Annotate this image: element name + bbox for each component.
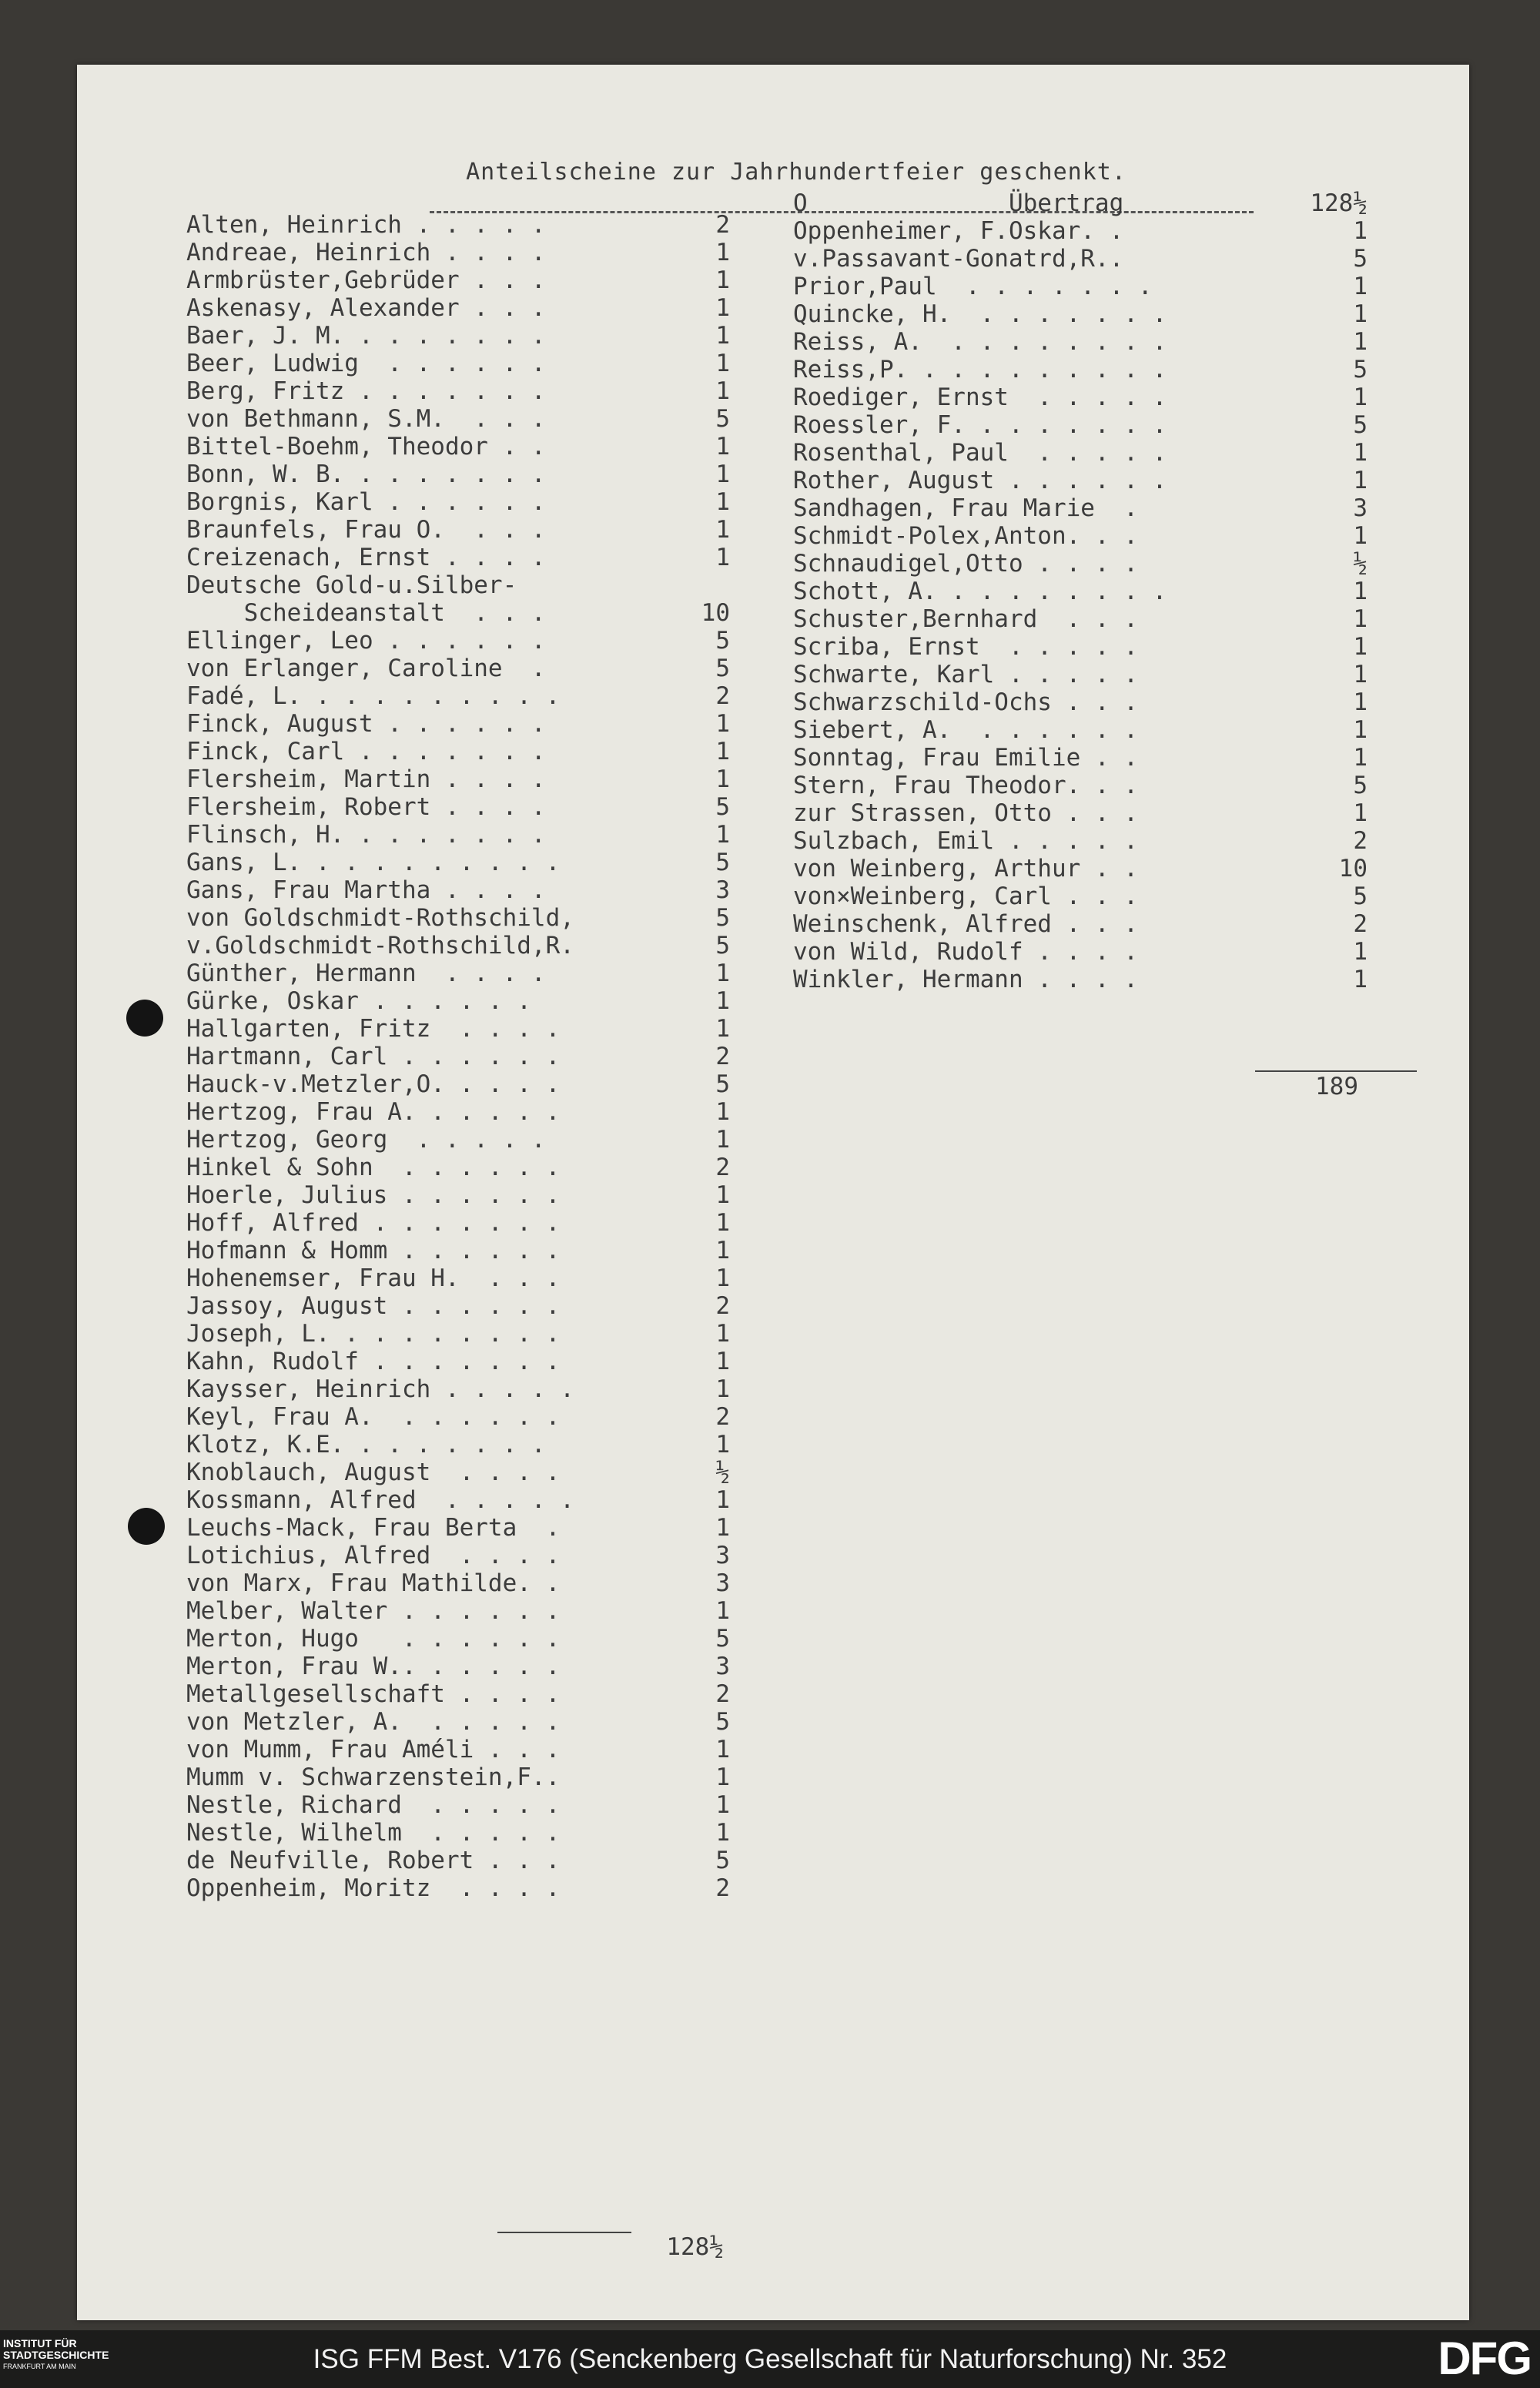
list-item [186, 710, 787, 738]
share-amount: 2 [715, 1874, 730, 1902]
share-amount: 10 [1338, 855, 1368, 883]
share-amount: 1 [715, 433, 730, 461]
list-item [793, 938, 1409, 966]
share-amount: 2 [715, 1154, 730, 1181]
share-amount: 2 [715, 1043, 730, 1070]
donor-name: Schmidt-Polex,Anton. . . [793, 522, 1138, 550]
donor-name: Reiss,P. . . . . . . . . . [793, 356, 1167, 383]
donor-name: Kossmann, Alfred . . . . . [186, 1486, 574, 1514]
list-item [793, 245, 1409, 273]
list-item [186, 627, 787, 655]
donor-name: Fadé, L. . . . . . . . . . [186, 682, 561, 710]
list-item [186, 1514, 787, 1542]
share-amount: 3 [715, 1542, 730, 1569]
list-item [186, 294, 787, 322]
list-item [186, 904, 787, 932]
share-amount: 5 [1353, 772, 1368, 799]
list-item [186, 987, 787, 1015]
share-amount: 1 [715, 1098, 730, 1126]
list-item [793, 189, 1409, 217]
donor-name: Sonntag, Frau Emilie . . [793, 744, 1138, 772]
donor-name: Flersheim, Martin . . . . [186, 765, 546, 793]
donor-name: Schwarzschild-Ochs . . . [793, 688, 1138, 716]
list-item [793, 633, 1409, 661]
list-item [186, 1486, 787, 1514]
share-amount: 1 [715, 1431, 730, 1459]
donor-name: Oppenheim, Moritz . . . . [186, 1874, 561, 1902]
share-amount: ½ [1353, 550, 1368, 578]
list-item [793, 494, 1409, 522]
list-item [186, 1348, 787, 1375]
share-amount: 3 [1353, 494, 1368, 522]
list-item [186, 571, 787, 599]
share-amount: 1 [1353, 273, 1368, 300]
share-amount: 5 [715, 1625, 730, 1653]
list-item [186, 599, 787, 627]
list-item [186, 1680, 787, 1708]
list-item [186, 1459, 787, 1486]
donor-name: zur Strassen, Otto . . . [793, 799, 1138, 827]
document-title: Anteilscheine zur Jahrhundertfeier geschenkt. [466, 159, 1127, 186]
list-item [793, 966, 1409, 993]
share-amount: 1 [715, 1348, 730, 1375]
share-amount: 1 [715, 266, 730, 294]
institution-city: FRANKFURT AM MAIN [3, 2363, 76, 2370]
donor-name: Gürke, Oskar . . . . . . [186, 987, 531, 1015]
share-amount: 5 [1353, 411, 1368, 439]
donor-name: Schnaudigel,Otto . . . . [793, 550, 1138, 578]
share-amount: 1 [715, 1126, 730, 1154]
donor-name: Oppenheimer, F.Oskar. . [793, 217, 1124, 245]
share-amount: 1 [715, 461, 730, 488]
right-column-total: 189 [1315, 1073, 1358, 1100]
list-item [186, 1264, 787, 1292]
share-amount: 1 [715, 239, 730, 266]
left-column-list [186, 211, 787, 1902]
donor-name: Weinschenk, Alfred . . . [793, 910, 1138, 938]
list-item [186, 1597, 787, 1625]
donor-name: Siebert, A. . . . . . . [793, 716, 1138, 744]
list-item [186, 1653, 787, 1680]
list-item [186, 266, 787, 294]
list-item [186, 1874, 787, 1902]
donor-name: Kahn, Rudolf . . . . . . . [186, 1348, 561, 1375]
share-amount: 5 [715, 1070, 730, 1098]
list-item [186, 516, 787, 544]
share-amount: 3 [715, 876, 730, 904]
list-item [186, 405, 787, 433]
list-item [186, 1431, 787, 1459]
list-item [793, 855, 1409, 883]
donor-name: Creizenach, Ernst . . . . [186, 544, 546, 571]
share-amount: 1 [1353, 633, 1368, 661]
right-total-rule [1255, 1070, 1417, 1072]
donor-name: Baer, J. M. . . . . . . . [186, 322, 546, 350]
donor-name: Nestle, Richard . . . . . [186, 1791, 561, 1819]
share-amount: 2 [1353, 910, 1368, 938]
donor-name: Lotichius, Alfred . . . . [186, 1542, 561, 1569]
list-item [186, 1736, 787, 1763]
share-amount: 1 [715, 821, 730, 849]
share-amount: 1 [715, 987, 730, 1015]
share-amount: 1 [1353, 522, 1368, 550]
donor-name: Flersheim, Robert . . . . [186, 793, 546, 821]
share-amount: 2 [715, 1292, 730, 1320]
list-item [793, 522, 1409, 550]
list-item [186, 793, 787, 821]
list-item [186, 960, 787, 987]
list-item [793, 300, 1409, 328]
share-amount: 1 [715, 377, 730, 405]
share-amount: 1 [715, 1486, 730, 1514]
donor-name: Flinsch, H. . . . . . . . [186, 821, 546, 849]
donor-name: Schott, A. . . . . . . . . [793, 578, 1167, 605]
list-item [793, 772, 1409, 799]
left-total-rule [497, 2232, 631, 2233]
share-amount: 1 [715, 710, 730, 738]
donor-name: Borgnis, Karl . . . . . . [186, 488, 546, 516]
share-amount: 1 [1353, 661, 1368, 688]
donor-name: von Goldschmidt-Rothschild, [186, 904, 574, 932]
share-amount: 5 [1353, 883, 1368, 910]
donor-name: Mumm v. Schwarzenstein,F.. [186, 1763, 561, 1791]
share-amount: 1 [715, 1763, 730, 1791]
list-item [186, 849, 787, 876]
share-amount: 1 [715, 1209, 730, 1237]
share-amount: 2 [1353, 827, 1368, 855]
punch-hole [126, 1000, 163, 1037]
donor-name: Joseph, L. . . . . . . . . [186, 1320, 561, 1348]
share-amount: 1 [715, 1819, 730, 1847]
share-amount: 1 [1353, 439, 1368, 467]
share-amount: 3 [715, 1569, 730, 1597]
donor-name: Hertzog, Frau A. . . . . . [186, 1098, 561, 1126]
donor-name: Hohenemser, Frau H. . . . [186, 1264, 561, 1292]
donor-name: Scriba, Ernst . . . . . [793, 633, 1138, 661]
donor-name: Hofmann & Homm . . . . . . [186, 1237, 561, 1264]
list-item [186, 682, 787, 710]
donor-name: Hoff, Alfred . . . . . . . [186, 1209, 561, 1237]
archive-footer [0, 2330, 1540, 2388]
list-item [186, 655, 787, 682]
donor-name: Berg, Fritz . . . . . . . [186, 377, 546, 405]
donor-name: Bittel-Boehm, Theodor . . [186, 433, 546, 461]
donor-name: Günther, Hermann . . . . [186, 960, 546, 987]
donor-name: Winkler, Hermann . . . . [793, 966, 1138, 993]
list-item [186, 1292, 787, 1320]
share-amount: 1 [715, 488, 730, 516]
list-item [793, 273, 1409, 300]
share-amount: 1 [715, 1264, 730, 1292]
donor-name: Gans, L. . . . . . . . . . [186, 849, 561, 876]
list-item [186, 1569, 787, 1597]
donor-name: Nestle, Wilhelm . . . . . [186, 1819, 561, 1847]
list-item [793, 799, 1409, 827]
list-item [793, 550, 1409, 578]
donor-name: Beer, Ludwig . . . . . . [186, 350, 546, 377]
donor-name: Roessler, F. . . . . . . . [793, 411, 1167, 439]
donor-name: Hinkel & Sohn . . . . . . [186, 1154, 561, 1181]
donor-name: Roediger, Ernst . . . . . [793, 383, 1167, 411]
share-amount: 1 [715, 1375, 730, 1403]
list-item [186, 1847, 787, 1874]
share-amount: 5 [715, 405, 730, 433]
list-item [186, 1625, 787, 1653]
donor-name: Askenasy, Alexander . . . [186, 294, 546, 322]
share-amount: 2 [715, 682, 730, 710]
donor-name: Deutsche Gold-u.Silber- [186, 571, 517, 599]
share-amount: 1 [715, 1736, 730, 1763]
share-amount: 1 [715, 1791, 730, 1819]
donor-name: Jassoy, August . . . . . . [186, 1292, 561, 1320]
list-item [186, 738, 787, 765]
list-item [186, 377, 787, 405]
list-item [793, 716, 1409, 744]
share-amount: 2 [715, 1680, 730, 1708]
donor-name: von Weinberg, Arthur . . [793, 855, 1138, 883]
donor-name: Merton, Frau W.. . . . . . [186, 1653, 561, 1680]
donor-name: Rother, August . . . . . . [793, 467, 1167, 494]
share-amount: 5 [715, 655, 730, 682]
list-item [186, 932, 787, 960]
dfg-logo: DFG [1438, 2333, 1531, 2384]
share-amount: 1 [1353, 217, 1368, 245]
list-item [186, 461, 787, 488]
donor-name: Bonn, W. B. . . . . . . . [186, 461, 546, 488]
list-item [186, 1403, 787, 1431]
list-item [186, 1708, 787, 1736]
right-column-list [793, 189, 1409, 993]
list-item [793, 605, 1409, 633]
donor-name: von Wild, Rudolf . . . . [793, 938, 1138, 966]
share-amount: 5 [715, 849, 730, 876]
share-amount: 1 [715, 350, 730, 377]
donor-name: Ellinger, Leo . . . . . . [186, 627, 546, 655]
share-amount: 1 [715, 1514, 730, 1542]
share-amount: 2 [715, 1403, 730, 1431]
share-amount: 5 [715, 627, 730, 655]
list-item [186, 821, 787, 849]
donor-name: Armbrüster,Gebrüder . . . [186, 266, 546, 294]
share-amount: 1 [715, 1015, 730, 1043]
share-amount: 1 [1353, 605, 1368, 633]
donor-name: O Übertrag [793, 189, 1124, 217]
donor-name: Keyl, Frau A. . . . . . . [186, 1403, 561, 1431]
share-amount: 2 [715, 211, 730, 239]
donor-name: Schuster,Bernhard . . . [793, 605, 1138, 633]
share-amount: 1 [1353, 328, 1368, 356]
donor-name: Hartmann, Carl . . . . . . [186, 1043, 561, 1070]
list-item [186, 1375, 787, 1403]
list-item [793, 910, 1409, 938]
list-item [186, 1209, 787, 1237]
list-item [793, 411, 1409, 439]
donor-name: de Neufville, Robert . . . [186, 1847, 561, 1874]
list-item [186, 1126, 787, 1154]
share-amount: 1 [715, 1597, 730, 1625]
donor-name: Braunfels, Frau O. . . . [186, 516, 546, 544]
list-item [793, 688, 1409, 716]
donor-name: Leuchs-Mack, Frau Berta . [186, 1514, 561, 1542]
donor-name: Alten, Heinrich . . . . . [186, 211, 546, 239]
donor-name: Gans, Frau Martha . . . . [186, 876, 546, 904]
donor-name: Klotz, K.E. . . . . . . . [186, 1431, 546, 1459]
share-amount: 1 [715, 765, 730, 793]
share-amount: 1 [1353, 938, 1368, 966]
donor-name: Quincke, H. . . . . . . . [793, 300, 1167, 328]
share-amount: 5 [715, 904, 730, 932]
donor-name: Schwarte, Karl . . . . . [793, 661, 1138, 688]
donor-name: Andreae, Heinrich . . . . [186, 239, 546, 266]
share-amount: 1 [715, 294, 730, 322]
donor-name: Knoblauch, August . . . . [186, 1459, 561, 1486]
list-item [186, 1320, 787, 1348]
list-item [186, 211, 787, 239]
donor-name: Stern, Frau Theodor. . . [793, 772, 1138, 799]
share-amount: 1 [1353, 300, 1368, 328]
donor-name: Melber, Walter . . . . . . [186, 1597, 561, 1625]
list-item [186, 1181, 787, 1209]
share-amount: 1 [1353, 716, 1368, 744]
left-column-total: 128½ [666, 2233, 724, 2261]
donor-name: von Marx, Frau Mathilde. . [186, 1569, 561, 1597]
list-item [186, 1237, 787, 1264]
archive-signature: ISG FFM Best. V176 (Senckenberg Gesellschaft für Naturforschung) Nr. 352 [313, 2344, 1227, 2374]
list-item [186, 239, 787, 266]
share-amount: 1 [715, 1181, 730, 1209]
donor-name: Kaysser, Heinrich . . . . . [186, 1375, 574, 1403]
share-amount: 1 [715, 738, 730, 765]
donor-name: von Erlanger, Caroline . [186, 655, 546, 682]
list-item [793, 383, 1409, 411]
list-item [186, 1542, 787, 1569]
list-item [793, 356, 1409, 383]
list-item [793, 744, 1409, 772]
list-item [186, 544, 787, 571]
donor-name: von×Weinberg, Carl . . . [793, 883, 1138, 910]
donor-name: v.Goldschmidt-Rothschild,R. [186, 932, 574, 960]
donor-name: Metallgesellschaft . . . . [186, 1680, 561, 1708]
share-amount: 1 [715, 960, 730, 987]
share-amount: 10 [701, 599, 730, 627]
list-item [186, 322, 787, 350]
share-amount: 5 [1353, 245, 1368, 273]
share-amount: 1 [715, 544, 730, 571]
share-amount: ½ [715, 1459, 730, 1486]
donor-name: Scheideanstalt . . . [186, 599, 546, 627]
list-item [186, 1819, 787, 1847]
share-amount: 1 [715, 516, 730, 544]
share-amount: 3 [715, 1653, 730, 1680]
share-amount: 1 [1353, 383, 1368, 411]
list-item [186, 1098, 787, 1126]
share-amount: 5 [715, 932, 730, 960]
list-item [186, 1070, 787, 1098]
list-item [793, 883, 1409, 910]
donor-name: v.Passavant-Gonatrd,R.. [793, 245, 1124, 273]
share-amount: 1 [1353, 799, 1368, 827]
donor-name: Finck, Carl . . . . . . . [186, 738, 546, 765]
list-item [793, 827, 1409, 855]
share-amount: 1 [1353, 578, 1368, 605]
donor-name: Hauck-v.Metzler,O. . . . . [186, 1070, 561, 1098]
list-item [793, 439, 1409, 467]
list-item [186, 1763, 787, 1791]
list-item [186, 1791, 787, 1819]
share-amount: 1 [715, 322, 730, 350]
share-amount: 128½ [1310, 189, 1368, 217]
list-item [186, 1043, 787, 1070]
list-item [186, 765, 787, 793]
donor-name: Reiss, A. . . . . . . . . [793, 328, 1167, 356]
list-item [793, 467, 1409, 494]
list-item [793, 578, 1409, 605]
list-item [186, 1015, 787, 1043]
donor-name: Finck, August . . . . . . [186, 710, 546, 738]
donor-name: Hertzog, Georg . . . . . [186, 1126, 546, 1154]
share-amount: 1 [1353, 688, 1368, 716]
list-item [186, 876, 787, 904]
donor-name: Sulzbach, Emil . . . . . [793, 827, 1138, 855]
donor-name: von Bethmann, S.M. . . . [186, 405, 546, 433]
punch-hole [128, 1508, 165, 1545]
donor-name: von Mumm, Frau Améli . . . [186, 1736, 561, 1763]
donor-name: Rosenthal, Paul . . . . . [793, 439, 1167, 467]
list-item [793, 217, 1409, 245]
list-item [186, 488, 787, 516]
share-amount: 5 [715, 1708, 730, 1736]
list-item [186, 1154, 787, 1181]
institution-line: INSTITUT FÜR [3, 2337, 77, 2349]
share-amount: 1 [715, 1320, 730, 1348]
donor-name: Sandhagen, Frau Marie . [793, 494, 1138, 522]
donor-name: Hoerle, Julius . . . . . . [186, 1181, 561, 1209]
list-item [186, 433, 787, 461]
list-item [793, 661, 1409, 688]
institution-line: STADTGESCHICHTE [3, 2349, 109, 2361]
donor-name: Merton, Hugo . . . . . . [186, 1625, 561, 1653]
share-amount: 1 [715, 1237, 730, 1264]
share-amount: 1 [1353, 744, 1368, 772]
share-amount: 5 [715, 793, 730, 821]
share-amount: 5 [715, 1847, 730, 1874]
share-amount: 1 [1353, 966, 1368, 993]
list-item [793, 328, 1409, 356]
donor-name: von Metzler, A. . . . . . [186, 1708, 561, 1736]
donor-name: Prior,Paul . . . . . . . [793, 273, 1153, 300]
share-amount: 1 [1353, 467, 1368, 494]
donor-name: Hallgarten, Fritz . . . . [186, 1015, 561, 1043]
list-item [186, 350, 787, 377]
share-amount: 5 [1353, 356, 1368, 383]
